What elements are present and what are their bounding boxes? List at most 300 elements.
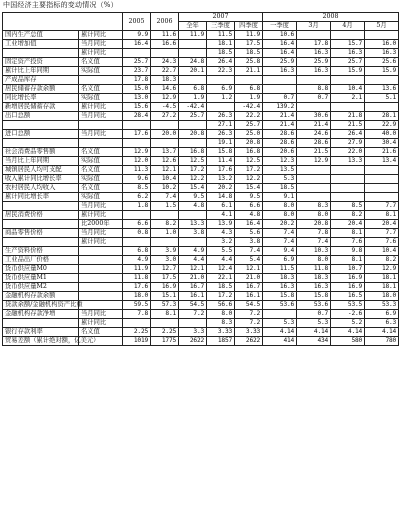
header-period: 四季度 [235,22,263,31]
value-cell: 30.4 [365,139,399,148]
table-row [3,112,399,121]
value-cell: 8.3 [297,202,331,211]
value-cell: 16.1 [235,292,263,301]
value-cell [297,103,331,112]
value-cell: 19.1 [207,139,235,148]
value-cell: 434 [297,337,331,346]
value-cell: 7.4 [263,238,297,247]
measure-type: 名义值 [79,328,123,337]
value-cell: 4.1 [207,211,235,220]
value-cell: 15.9 [365,67,399,76]
value-cell: 6.8 [179,85,207,94]
value-cell: 4.4 [207,256,235,265]
value-cell: 139.2 [263,103,297,112]
value-cell [123,238,151,247]
value-cell: 22.3 [207,67,235,76]
table-row [3,247,399,256]
value-cell: 3.33 [207,328,235,337]
indicator-name [3,220,79,229]
value-cell: 17.2 [207,292,235,301]
measure-type: 比2000年 [79,220,123,229]
value-cell: 12.5 [235,157,263,166]
value-cell: 0.7 [263,94,297,103]
measure-type: 实际值 [79,67,123,76]
value-cell: 21.0 [179,274,207,283]
table-row [3,265,399,274]
value-cell: 16.8 [235,148,263,157]
value-cell: 21.5 [297,148,331,157]
value-cell: 16.9 [331,283,365,292]
value-cell: 17.6 [123,130,151,139]
value-cell: 15.8 [207,148,235,157]
value-cell: 2.25 [123,328,151,337]
header-period: 3月 [297,22,331,31]
value-cell: 11.9 [179,31,207,40]
value-cell: 8.2 [331,211,365,220]
value-cell: 6.9 [207,85,235,94]
table-row [3,292,399,301]
header-row-years [3,13,399,22]
value-cell: 4.14 [263,328,297,337]
value-cell: 1.5 [151,202,179,211]
value-cell: 18.3 [297,274,331,283]
indicator-name: 进口总额 [3,130,79,139]
value-cell: 14.6 [151,85,179,94]
measure-type [79,265,123,274]
value-cell: 25.8 [235,58,263,67]
value-cell [297,166,331,175]
value-cell: 7.4 [263,229,297,238]
measure-type: 名义值 [79,58,123,67]
value-cell: 21.5 [331,121,365,130]
value-cell [365,31,399,40]
measure-type [79,256,123,265]
value-cell: 1857 [207,337,235,346]
value-cell: 16.3 [297,283,331,292]
value-cell: 2.1 [331,94,365,103]
value-cell: 27.1 [207,121,235,130]
value-cell [123,319,151,328]
value-cell: 18.1 [365,283,399,292]
indicator-table [2,12,399,346]
value-cell: 12.9 [365,265,399,274]
value-cell: 6.9 [365,310,399,319]
value-cell: -4.5 [151,103,179,112]
table-row [3,202,399,211]
value-cell: 5.3 [263,319,297,328]
value-cell: 10.4 [151,175,179,184]
value-cell [365,103,399,112]
value-cell: 7.7 [365,202,399,211]
value-cell: 8.8 [297,85,331,94]
indicator-name: 出口总额 [3,112,79,121]
value-cell [331,166,365,175]
value-cell: 580 [331,337,365,346]
header-period: 三季度 [207,22,235,31]
indicator-name: 银行存款利率 [3,328,79,337]
value-cell: 9.8 [331,247,365,256]
value-cell: 5.1 [365,94,399,103]
header-corner [3,13,123,31]
value-cell: 8.0 [297,256,331,265]
value-cell [179,49,207,58]
indicator-name [3,49,79,58]
value-cell [365,175,399,184]
value-cell: 24.8 [179,58,207,67]
value-cell: 4.14 [297,328,331,337]
value-cell: 16.3 [263,67,297,76]
value-cell [151,211,179,220]
value-cell [123,211,151,220]
table-title: 中国经济主要指标的变动情况（%） [3,1,118,9]
value-cell: 22.7 [151,67,179,76]
table-row [3,184,399,193]
measure-type: 当月同比 [79,40,123,49]
table-body [3,13,399,346]
value-cell: 16.3 [365,49,399,58]
value-cell: 7.2 [179,310,207,319]
value-cell: 10.3 [297,247,331,256]
measure-type: 实际值 [79,94,123,103]
measure-type [79,292,123,301]
value-cell: 13.4 [365,157,399,166]
value-cell: 28.6 [263,130,297,139]
header-period: 4月 [331,22,365,31]
value-cell: 25.7 [331,58,365,67]
value-cell: 25.7 [123,58,151,67]
value-cell: 10.7 [331,265,365,274]
value-cell [123,49,151,58]
value-cell: 0.7 [297,310,331,319]
value-cell [365,184,399,193]
value-cell: 9.6 [123,175,151,184]
value-cell [179,319,207,328]
value-cell: 4.14 [365,328,399,337]
value-cell [297,31,331,40]
table-row [3,58,399,67]
value-cell: 17.5 [235,40,263,49]
indicator-name: 工业品出厂价格 [3,256,79,265]
value-cell [365,193,399,202]
value-cell: 9.1 [263,193,297,202]
indicator-name: 居民消费价格 [3,211,79,220]
table-row [3,67,399,76]
value-cell: 12.9 [123,148,151,157]
table-row [3,229,399,238]
value-cell [179,76,207,85]
value-cell: 9.9 [123,31,151,40]
value-cell: 56.6 [207,301,235,310]
indicator-name: 生产资料价格 [3,247,79,256]
indicator-name [3,139,79,148]
value-cell [207,76,235,85]
value-cell: 28.6 [263,139,297,148]
value-cell: 8.1 [365,211,399,220]
value-cell: 5.6 [235,229,263,238]
value-cell: 12.2 [179,175,207,184]
value-cell: 7.2 [235,319,263,328]
measure-type: 当月同比 [79,112,123,121]
value-cell [179,40,207,49]
value-cell [331,193,365,202]
value-cell: 3.8 [179,229,207,238]
value-cell [151,49,179,58]
indicator-name: 累计比上年同期 [3,67,79,76]
value-cell: 18.5 [207,49,235,58]
indicator-name: 新增居民储蓄存款 [3,103,79,112]
value-cell: 9.5 [235,193,263,202]
value-cell: 6.6 [235,202,263,211]
value-cell: 16.7 [179,283,207,292]
value-cell: 3.9 [151,247,179,256]
value-cell: 7.7 [365,229,399,238]
value-cell [297,184,331,193]
value-cell: 6.3 [365,319,399,328]
value-cell: 21.0 [235,274,263,283]
value-cell [179,139,207,148]
value-cell: 5.3 [297,319,331,328]
value-cell: 17.8 [123,76,151,85]
value-cell: 18.5 [207,283,235,292]
value-cell: 8.1 [331,256,365,265]
value-cell: 16.4 [263,40,297,49]
value-cell: 12.6 [151,157,179,166]
value-cell [297,175,331,184]
value-cell: 13.9 [207,220,235,229]
value-cell: 6.9 [263,256,297,265]
value-cell: 16.4 [123,40,151,49]
value-cell: 18.1 [207,40,235,49]
measure-type: 当月同比 [79,229,123,238]
value-cell: 4.3 [207,229,235,238]
value-cell: 26.4 [331,130,365,139]
value-cell: 4.8 [235,211,263,220]
value-cell: 16.3 [297,49,331,58]
measure-type: 累计同比 [79,319,123,328]
value-cell: 8.0 [263,202,297,211]
value-cell: 20.8 [179,130,207,139]
value-cell: 7.6 [331,238,365,247]
value-cell: 17.6 [207,166,235,175]
value-cell: 3.33 [235,328,263,337]
value-cell: 8.0 [263,211,297,220]
value-cell: 59.5 [123,301,151,310]
value-cell: 15.6 [123,103,151,112]
indicator-name: 城镇居民人均可支配 [3,166,79,175]
value-cell: 6.8 [123,247,151,256]
value-cell: 18.0 [365,292,399,301]
value-cell: 3.0 [151,256,179,265]
value-cell: 12.2 [235,175,263,184]
indicator-name: 产成品库存 [3,76,79,85]
value-cell: 1.2 [207,94,235,103]
value-cell: 1.8 [123,202,151,211]
header-year-2006: 2006 [151,13,179,31]
value-cell: 17.2 [179,166,207,175]
value-cell: 16.4 [235,220,263,229]
value-cell: 20.0 [151,130,179,139]
value-cell: 1.0 [151,229,179,238]
value-cell: 25.9 [297,58,331,67]
value-cell: 18.5 [263,184,297,193]
value-cell: 13.3 [331,157,365,166]
table-row [3,283,399,292]
value-cell: 7.6 [365,238,399,247]
value-cell [365,76,399,85]
value-cell: 780 [365,337,399,346]
measure-type: 累计同比 [79,238,123,247]
value-cell: 5.5 [207,247,235,256]
value-cell: 1.9 [179,94,207,103]
value-cell: 20.2 [207,184,235,193]
measure-type: 名义值 [79,85,123,94]
indicator-name: 金融机构存款净增 [3,310,79,319]
value-cell [123,139,151,148]
indicator-name: 收入累计同比增长率 [3,175,79,184]
value-cell: 11.5 [207,31,235,40]
value-cell: 54.5 [179,301,207,310]
value-cell: 3.2 [207,238,235,247]
value-cell [263,76,297,85]
value-cell: 27.9 [331,139,365,148]
value-cell: 54.5 [235,301,263,310]
value-cell: 7.2 [235,310,263,319]
indicator-name: 居民储蓄存款余额 [3,85,79,94]
value-cell [179,121,207,130]
value-cell [151,139,179,148]
indicator-name: 累计同比增长率 [3,193,79,202]
measure-type: 名义值 [79,148,123,157]
value-cell: 11.4 [207,157,235,166]
value-cell: 4.8 [179,202,207,211]
table-row [3,130,399,139]
value-cell: 11.9 [235,31,263,40]
value-cell: 23.7 [123,67,151,76]
value-cell [263,310,297,319]
measure-type: 实际值 [79,193,123,202]
value-cell: 21.6 [365,148,399,157]
table-row [3,166,399,175]
value-cell: 26.3 [207,130,235,139]
table-row [3,175,399,184]
header-period: 一季度 [263,22,297,31]
header-year-2008: 2008 [263,13,399,22]
value-cell: 13.0 [123,94,151,103]
value-cell: 7.4 [151,193,179,202]
value-cell: 16.3 [263,283,297,292]
value-cell: 16.0 [365,40,399,49]
value-cell [151,238,179,247]
value-cell: 20.4 [365,220,399,229]
value-cell: 12.7 [151,265,179,274]
value-cell: 11.5 [263,265,297,274]
value-cell: 0.8 [123,229,151,238]
header-year-2005: 2005 [123,13,151,31]
value-cell: 10.4 [331,85,365,94]
value-cell [365,166,399,175]
value-cell: 53.6 [297,301,331,310]
value-cell: 18.5 [235,49,263,58]
indicator-name: 当月比上年同期 [3,157,79,166]
value-cell: 14.8 [207,193,235,202]
value-cell: 5.2 [331,319,365,328]
indicator-name: 社会消费品零售额 [3,148,79,157]
value-cell: 13.7 [151,148,179,157]
value-cell: 16.7 [235,283,263,292]
value-cell: 27.2 [151,112,179,121]
indicator-name: 工业增加值 [3,40,79,49]
value-cell: 1.9 [235,94,263,103]
value-cell [331,31,365,40]
value-cell: 28.6 [297,139,331,148]
value-cell [331,103,365,112]
measure-type [79,274,123,283]
table-row [3,328,399,337]
value-cell [235,76,263,85]
table-row [3,238,399,247]
value-cell: 6.2 [123,193,151,202]
table-row [3,193,399,202]
value-cell: 20.6 [263,148,297,157]
measure-type: 当月同比 [79,202,123,211]
value-cell: 25.7 [235,121,263,130]
value-cell: 6.1 [207,202,235,211]
measure-type [79,301,123,310]
value-cell: 15.4 [179,184,207,193]
table-row [3,157,399,166]
value-cell: 20.2 [263,220,297,229]
value-cell: 16.3 [297,67,331,76]
value-cell: 8.5 [123,184,151,193]
value-cell: 10.4 [365,247,399,256]
measure-type: 实际值 [79,175,123,184]
indicator-name: 货币供应量M2 [3,283,79,292]
value-cell: 13.2 [207,175,235,184]
value-cell: 4.9 [123,256,151,265]
header-period: 5月 [365,22,399,31]
value-cell: 17.6 [123,283,151,292]
indicator-name: 国内生产总值 [3,31,79,40]
value-cell: 20.1 [179,67,207,76]
header-year-2007: 2007 [179,13,263,22]
table-row [3,49,399,58]
value-cell: 21.8 [331,112,365,121]
measure-type: 累计同比 [79,31,123,40]
value-cell: 2.25 [151,328,179,337]
value-cell: 20.8 [297,220,331,229]
value-cell: 12.9 [297,157,331,166]
value-cell: 25.7 [179,112,207,121]
value-cell: 57.3 [151,301,179,310]
value-cell: 7.8 [297,229,331,238]
measure-type: 累计同比 [79,103,123,112]
value-cell: 15.9 [331,67,365,76]
measure-type [79,247,123,256]
table-row [3,220,399,229]
value-cell: 8.1 [331,229,365,238]
table-row [3,337,399,346]
value-cell: 26.3 [207,112,235,121]
value-cell [297,76,331,85]
indicator-name: 金融机构存款余额 [3,292,79,301]
value-cell: 5.3 [263,175,297,184]
indicator-name: 农村居民人均收入 [3,184,79,193]
value-cell: 25.6 [365,58,399,67]
value-cell [297,193,331,202]
value-cell: 15.8 [297,292,331,301]
value-cell: 21.4 [263,112,297,121]
value-cell: 53.5 [331,301,365,310]
